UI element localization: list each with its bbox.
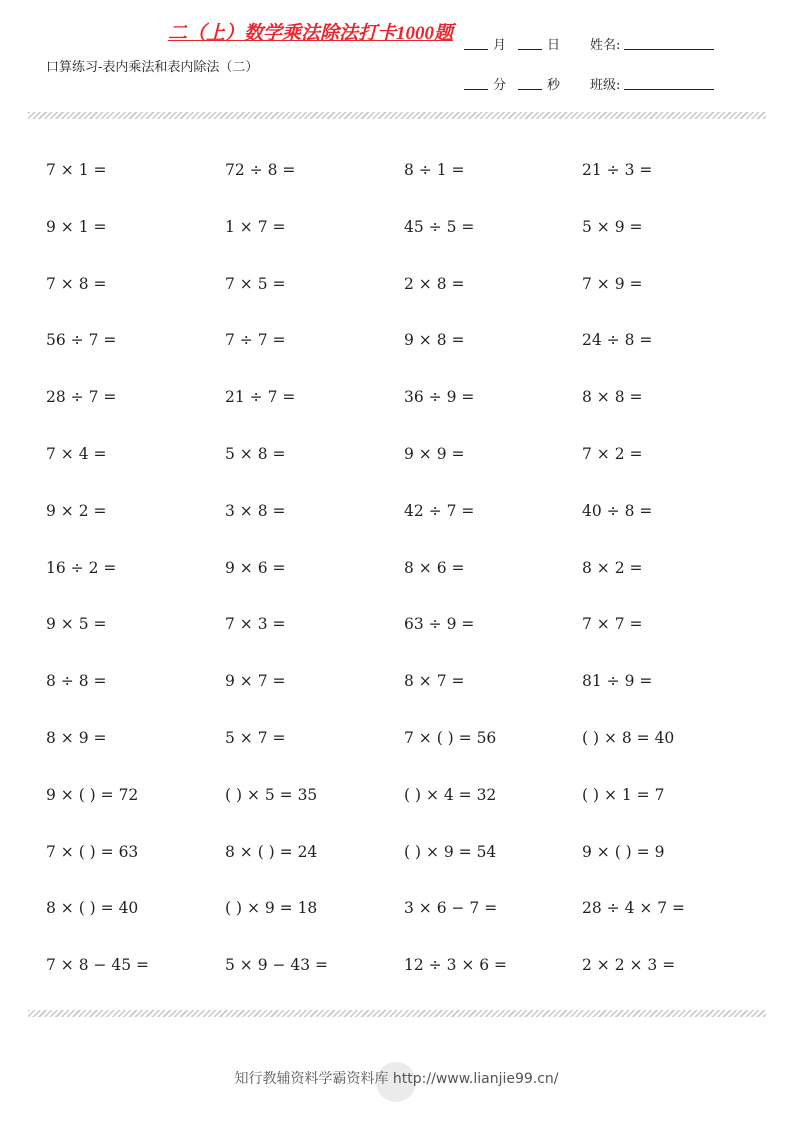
name-blank[interactable] — [624, 48, 714, 50]
page-title: 二（上）数学乘法除法打卡1000题 — [168, 23, 454, 44]
month-blank[interactable] — [464, 48, 488, 50]
name-field — [590, 34, 714, 53]
worksheet-subtitle: 口算练习-表内乘法和表内除法（二） — [46, 60, 259, 75]
class-label: 班级: — [590, 78, 621, 93]
problem-item: ( ) × 5 = 35 — [225, 785, 318, 804]
time-field — [464, 74, 560, 93]
problem-item: ( ) × 8 = 40 — [582, 728, 675, 747]
day-label: 日 — [547, 38, 561, 53]
problem-item: 7 × ( ) = 63 — [46, 842, 139, 861]
problem-item: 7 × 8 − 45 = — [46, 956, 150, 975]
problem-item: 9 × 9 = — [404, 444, 465, 463]
problem-item: 7 × 8 = — [46, 274, 107, 293]
problem-item: 7 × ( ) = 56 — [404, 728, 497, 747]
problem-item: 8 × 2 = — [582, 558, 643, 577]
problem-item: 5 × 9 − 43 = — [225, 956, 329, 975]
problem-item: 28 ÷ 4 × 7 = — [582, 899, 686, 918]
problem-item: 8 ÷ 8 = — [46, 672, 107, 691]
problem-item: 42 ÷ 7 = — [404, 501, 475, 520]
minute-blank[interactable] — [464, 88, 488, 90]
problem-item: 21 ÷ 7 = — [225, 388, 296, 407]
problem-item: ( ) × 4 = 32 — [404, 785, 497, 804]
problem-item: 8 × ( ) = 40 — [46, 899, 139, 918]
problem-item: 8 × ( ) = 24 — [225, 842, 318, 861]
problem-item: ( ) × 9 = 54 — [404, 842, 497, 861]
bottom-divider — [28, 1010, 766, 1017]
problem-item: 7 × 7 = — [582, 615, 643, 634]
problem-item: 9 × 8 = — [404, 331, 465, 350]
problem-item: 7 ÷ 7 = — [225, 331, 286, 350]
problem-item: 40 ÷ 8 = — [582, 501, 653, 520]
problem-item: 5 × 8 = — [225, 444, 286, 463]
problem-item: 9 × 2 = — [46, 501, 107, 520]
problem-item: 45 ÷ 5 = — [404, 217, 475, 236]
problem-item: 12 ÷ 3 × 6 = — [404, 956, 508, 975]
problem-item: 7 × 2 = — [582, 444, 643, 463]
second-blank[interactable] — [518, 88, 542, 90]
problem-item: 9 × ( ) = 72 — [46, 785, 139, 804]
problem-item: 8 × 6 = — [404, 558, 465, 577]
problem-item: 9 × ( ) = 9 — [582, 842, 665, 861]
problem-item: ( ) × 1 = 7 — [582, 785, 665, 804]
problem-item: 7 × 1 = — [46, 161, 107, 179]
problem-item: 7 × 3 = — [225, 615, 286, 634]
problem-item: 9 × 7 = — [225, 672, 286, 691]
problem-item: 9 × 5 = — [46, 615, 107, 634]
problem-item: 28 ÷ 7 = — [46, 388, 117, 407]
problem-item: 9 × 1 = — [46, 217, 107, 236]
problem-item: ( ) × 9 = 18 — [225, 899, 318, 918]
class-field — [590, 74, 714, 93]
problem-grid — [46, 142, 760, 994]
name-label: 姓名: — [590, 38, 621, 53]
problem-item: 8 × 9 = — [46, 728, 107, 747]
minute-label: 分 — [493, 78, 507, 93]
problem-item: 3 × 8 = — [225, 501, 286, 520]
problem-item: 1 × 7 = — [225, 217, 286, 236]
problem-item: 8 ÷ 1 = — [404, 161, 465, 179]
problem-item: 36 ÷ 9 = — [404, 388, 475, 407]
problem-item: 8 × 8 = — [582, 388, 643, 407]
problem-item: 7 × 9 = — [582, 274, 643, 293]
problem-item: 72 ÷ 8 = — [225, 161, 296, 179]
top-divider — [28, 112, 766, 119]
day-blank[interactable] — [518, 48, 542, 50]
problem-item: 2 × 8 = — [404, 274, 465, 293]
problem-item: 5 × 7 = — [225, 728, 286, 747]
month-label: 月 — [493, 38, 507, 53]
problem-item: 63 ÷ 9 = — [404, 615, 475, 634]
problem-item: 7 × 4 = — [46, 444, 107, 463]
footer-source: 知行教辅资料学霸资料库 http://www.lianjie99.cn/ — [234, 1071, 559, 1087]
problem-item: 5 × 9 = — [582, 217, 643, 236]
problem-item: 7 × 5 = — [225, 274, 286, 293]
problem-item: 24 ÷ 8 = — [582, 331, 653, 350]
problem-item: 81 ÷ 9 = — [582, 672, 653, 691]
problem-item: 21 ÷ 3 = — [582, 161, 653, 179]
problem-item: 2 × 2 × 3 = — [582, 956, 676, 975]
problem-item: 3 × 6 − 7 = — [404, 899, 498, 918]
class-blank[interactable] — [624, 88, 714, 90]
second-label: 秒 — [547, 78, 561, 93]
problem-item: 56 ÷ 7 = — [46, 331, 117, 350]
problem-item: 8 × 7 = — [404, 672, 465, 691]
problem-item: 9 × 6 = — [225, 558, 286, 577]
date-field — [464, 34, 560, 53]
problem-item: 16 ÷ 2 = — [46, 558, 117, 577]
